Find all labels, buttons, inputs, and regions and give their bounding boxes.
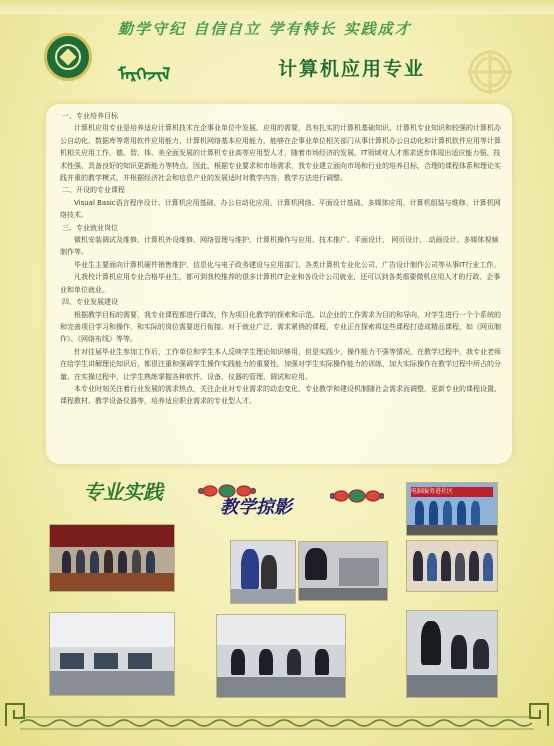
photo-desks bbox=[217, 677, 345, 697]
photo-banner: 电脑服务进社区 bbox=[411, 487, 493, 497]
section-heading: 四、专业发展建设 bbox=[62, 298, 118, 307]
section-paragraph: 毕业生主要面向计算机硬件销售维护、信息化与电子政务建设与应用部门、各类计算机专业化公司、广告设计制作公司等从事IT行业工作。 bbox=[74, 260, 501, 269]
photo-desks bbox=[407, 675, 497, 697]
section-paragraph: 微机安装调试及维修、计算机外设维修、网络管理与维护、计算机操作与应用、技术推广、平面设计、 网页设计、 动画设计、多媒体视频制作等。 bbox=[60, 236, 499, 257]
major-title: 计算机应用专业 bbox=[278, 58, 426, 80]
photo-desk bbox=[231, 589, 295, 603]
teaching-title: 教学掠影 bbox=[220, 497, 292, 518]
photo-teacher-guidance bbox=[406, 610, 498, 698]
photo-wall bbox=[217, 615, 345, 645]
corner-ornament-icon bbox=[0, 690, 30, 730]
photo-computer-lab-2 bbox=[216, 614, 346, 698]
person bbox=[457, 501, 466, 525]
person bbox=[427, 553, 437, 581]
person bbox=[261, 555, 277, 589]
photo-table bbox=[50, 573, 174, 591]
person bbox=[287, 649, 301, 675]
ornament-icon bbox=[330, 488, 384, 504]
photo-hardware-repair bbox=[298, 541, 388, 601]
photo-backdrop bbox=[50, 525, 174, 547]
person bbox=[76, 550, 85, 573]
photo-students-computer bbox=[230, 540, 296, 604]
person bbox=[429, 501, 438, 525]
photo-desks bbox=[50, 671, 174, 695]
bottom-border-ornament bbox=[20, 716, 534, 730]
person bbox=[90, 551, 99, 573]
school-motto: 勤学守纪 自信自立 学有特长 实践成才 bbox=[118, 20, 412, 38]
top-band bbox=[0, 0, 554, 14]
practice-title: 专业实践 bbox=[83, 480, 163, 504]
person bbox=[469, 551, 479, 581]
person bbox=[471, 501, 480, 525]
monitor bbox=[128, 653, 152, 669]
section-heading: 二、开设的专业课程 bbox=[62, 186, 125, 195]
section-heading: 三、专业就业岗位 bbox=[62, 223, 118, 232]
monitor bbox=[60, 653, 84, 669]
person bbox=[455, 553, 465, 581]
person bbox=[473, 639, 489, 669]
photo-community-service bbox=[406, 482, 498, 536]
person bbox=[104, 550, 113, 573]
person bbox=[259, 649, 273, 675]
photo-wall bbox=[50, 613, 174, 647]
section-paragraph: 计算机应用专业是培养适应计算机技术在企事业单位中发展、应用的需要，具有扎实的计算机基础知识、计算机专业知识和较强的计算机办公自动化、数据库等常用软件应用能力、计算机网络基本应用能力，能够在企事业单位相关部门从事计算机办公自动化和计算机软件应用等计算机相关应用工作，德、智、体、美全面发展的计算机专业高等应用型人才，随着市场经济的发展，IT领域对人才需求逐步体现出适应能力强、技术性强、具备良好的知识更新能力等特点。因此，根据专业要求和市场需求，我专业建立面向市场和行业的培养目标，合理的课程体系和理论实践并重的教学模式，并根据经济社会和信息产业的发展适时对教学内容、教学方法进行调整。 bbox=[60, 124, 501, 183]
section-paragraph: 本专业时刻关注着行业发展的需求热点，关注企业对专业需求的动态变化，专业教学和建设机制随社会需求而调整，更新专业的课程设置、课程教材、教学设备仪器等，培养适应职业需求的专业型人才。 bbox=[60, 384, 501, 406]
section-paragraph: 凡我校计算机应用专业合格毕业生，都可到我校推荐的很多计算机IT企业和各设计公司就业，还可以到各类需要微机应用人才的行政、企事业和单位就业。 bbox=[60, 273, 501, 294]
person bbox=[415, 501, 424, 525]
computer-case bbox=[339, 558, 379, 586]
photo-ground bbox=[407, 525, 497, 535]
photo-student-group bbox=[406, 540, 498, 592]
person bbox=[441, 551, 451, 581]
person bbox=[241, 549, 259, 589]
corner-ornament-icon bbox=[524, 690, 554, 730]
person bbox=[413, 551, 423, 581]
photo-award-ceremony bbox=[49, 524, 175, 592]
section-heading: 一、专业培养目标 bbox=[62, 112, 118, 120]
monitor bbox=[94, 653, 118, 669]
person bbox=[146, 551, 155, 573]
photo-computer-lab-1 bbox=[49, 612, 175, 696]
mongolian-title: ᠮᠡᠷᠭᠡᠵᠢᠯ bbox=[118, 65, 171, 85]
knot-ornament-icon bbox=[460, 42, 520, 102]
person bbox=[315, 649, 329, 675]
person bbox=[231, 649, 245, 675]
person bbox=[483, 553, 493, 581]
person bbox=[305, 548, 327, 580]
section-paragraph: Visual Basic语言程序设计、计算机应用基础、办公自动化应用、计算机网络、平面设计基础、多媒体应用、计算机组装与维修、计算机网络技术。 bbox=[60, 198, 501, 220]
person bbox=[421, 621, 441, 665]
school-logo bbox=[44, 33, 92, 81]
person bbox=[451, 635, 467, 669]
person bbox=[62, 551, 71, 573]
person bbox=[132, 550, 141, 573]
program-description bbox=[60, 110, 502, 408]
photo-desk bbox=[299, 588, 387, 600]
person bbox=[118, 551, 127, 573]
section-paragraph: 针对往届毕业生参加工作后，工作单位和学生本人反映学生理论知识够用，但是实践少，操作能力不强等情况，在教学过程中，我专业老师在给学生讲解理论知识后，都很注重和强调学生操作实践能力的重要性，加强对学生实际操作能力的训练，加大实际操作在教学过程中所占的分量。在实操过程中，让学生熟练掌握各种软件、设备、仪器的管理、调试和应用。 bbox=[60, 347, 501, 381]
section-paragraph: 根据教学目标的需要，我专业课程都进行课改，作为项目化教学的探索和示范。以企业的工作需求为目的和导向，对学生进行一个个系统的和完善项目学习和操作，和实际的岗位需要进行衔接。对于就业广泛、需求紧俏的课程，专业正在探索将这些课程打造成精品课程，如《网页制作》、《网络布线》等等。 bbox=[60, 310, 501, 344]
person bbox=[443, 501, 452, 525]
